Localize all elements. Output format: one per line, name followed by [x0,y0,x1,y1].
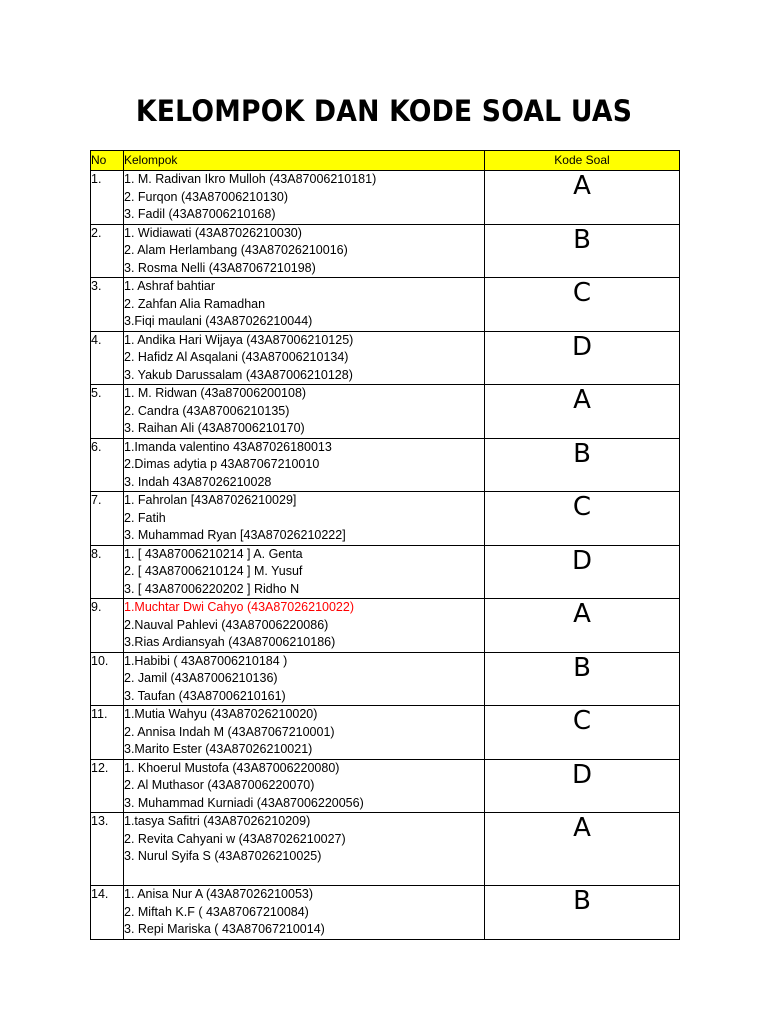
exam-code: B [485,224,680,278]
row-number: 10. [91,652,124,706]
member-entry: 2. [ 43A87006210124 ] M. Yusuf [124,564,303,578]
row-number: 8. [91,545,124,599]
member-list [124,171,485,225]
member-list [124,545,485,599]
member-entry: 3. Muhammad Kurniadi (43A87006220056) [124,795,364,810]
row-number: 11. [91,706,124,760]
member-entry: 1. Khoerul Mustofa (43A87006220080) [124,760,340,775]
row-number: 1. [91,171,124,225]
member-entry: 1.tasya Safitri (43A87026210209) [124,814,311,828]
table-header-row [91,151,680,171]
member-entry: 2.Nauval Pahlevi (43A87006220086) [124,617,329,632]
exam-code: B [485,652,680,706]
exam-code: C [485,492,680,546]
exam-code: A [485,599,680,653]
row-number: 5. [91,385,124,439]
exam-code: B [485,886,680,940]
member-entry: 2. Al Muthasor (43A87006220070) [124,778,315,792]
row-number: 13. [91,813,124,886]
table-row [91,224,680,278]
member-entry: 2. Annisa Indah M (43A87067210001) [124,724,335,739]
member-entry: 2. Hafidz Al Asqalani (43A87006210134) [124,350,349,364]
member-list [124,652,485,706]
table-row [91,438,680,492]
header-no: No [91,151,124,171]
member-entry: 1. Fahrolan [43A87026210029] [124,493,297,507]
table-row [91,759,680,813]
member-entry: 1. [ 43A87006210214 ] A. Genta [124,546,303,561]
exam-code: A [485,171,680,225]
member-entry: 1. Andika Hari Wijaya (43A87006210125) [124,332,354,347]
table-row [91,331,680,385]
member-entry: 2. Candra (43A87006210135) [124,403,290,418]
row-number: 7. [91,492,124,546]
row-number: 6. [91,438,124,492]
member-entry: 3. Fadil (43A87006210168) [124,207,276,221]
table-row [91,652,680,706]
member-entry: 2.Dimas adytia p 43A87067210010 [124,457,320,471]
table-row [91,599,680,653]
member-entry: 3.Rias Ardiansyah (43A87006210186) [124,635,336,649]
row-number: 4. [91,331,124,385]
member-entry: 1. Anisa Nur A (43A87026210053) [124,887,314,901]
member-list [124,224,485,278]
member-entry: 3. Rosma Nelli (43A87067210198) [124,260,316,275]
member-entry: 1. M. Ridwan (43a87006200108) [124,386,307,400]
member-list [124,278,485,332]
exam-code: C [485,706,680,760]
table-row [91,278,680,332]
member-entry: 1. M. Radivan Ikro Mulloh (43A87006210181) [124,172,377,186]
member-entry: 3.Marito Ester (43A87026210021) [124,742,313,756]
table-row [91,706,680,760]
member-entry: 3. Indah 43A87026210028 [124,474,272,489]
row-number: 12. [91,759,124,813]
member-entry: 2. Furqon (43A87006210130) [124,189,289,204]
member-list [124,886,485,940]
member-entry: 1. Ashraf bahtiar [124,279,216,293]
member-list [124,599,485,653]
member-entry: 1.Habibi ( 43A87006210184 ) [124,653,288,668]
member-list [124,759,485,813]
header-kelompok: Kelompok [124,151,485,171]
member-list [124,385,485,439]
exam-code: B [485,438,680,492]
page-title: KELOMPOK DAN KODE SOAL UAS [135,94,633,128]
exam-code: D [485,759,680,813]
exam-code: C [485,278,680,332]
member-entry: 1.Mutia Wahyu (43A87026210020) [124,707,318,721]
group-table [90,150,680,940]
row-number: 14. [91,886,124,940]
member-entry: 3. Muhammad Ryan [43A87026210222] [124,528,346,542]
exam-code: A [485,813,680,886]
member-entry: 2. Fatih [124,510,166,525]
exam-code: A [485,385,680,439]
member-entry: 1. Widiawati (43A87026210030) [124,225,302,240]
member-entry: 1.Imanda valentino 43A87026180013 [124,439,332,454]
table-row [91,545,680,599]
table-body [91,171,680,940]
table-row [91,886,680,940]
member-entry: 3.Fiqi maulani (43A87026210044) [124,314,313,328]
row-number: 9. [91,599,124,653]
row-number: 3. [91,278,124,332]
table-row [91,492,680,546]
member-entry: 3. Raihan Ali (43A87006210170) [124,421,305,435]
table-row [91,171,680,225]
member-entry: 2. Jamil (43A87006210136) [124,671,278,685]
row-number: 2. [91,224,124,278]
member-list [124,438,485,492]
table-row [91,385,680,439]
member-entry: 1.Muchtar Dwi Cahyo (43A87026210022) [124,600,354,614]
table-row [91,813,680,886]
member-list [124,331,485,385]
exam-code: D [485,331,680,385]
header-kode-soal: Kode Soal [485,151,680,171]
member-entry: 3. Yakub Darussalam (43A87006210128) [124,367,353,382]
member-entry: 2. Miftah K.F ( 43A87067210084) [124,904,309,919]
member-entry: 3. Taufan (43A87006210161) [124,688,286,703]
member-list [124,492,485,546]
member-list [124,813,485,886]
member-entry: 2. Alam Herlambang (43A87026210016) [124,243,348,257]
member-entry: 2. Zahfan Alia Ramadhan [124,296,266,311]
member-entry: 3. Repi Mariska ( 43A87067210014) [124,922,325,936]
member-entry: 2. Revita Cahyani w (43A87026210027) [124,831,346,846]
member-entry: 3. [ 43A87006220202 ] Ridho N [124,581,300,596]
member-entry: 3. Nurul Syifa S (43A87026210025) [124,849,322,863]
exam-code: D [485,545,680,599]
member-list [124,706,485,760]
